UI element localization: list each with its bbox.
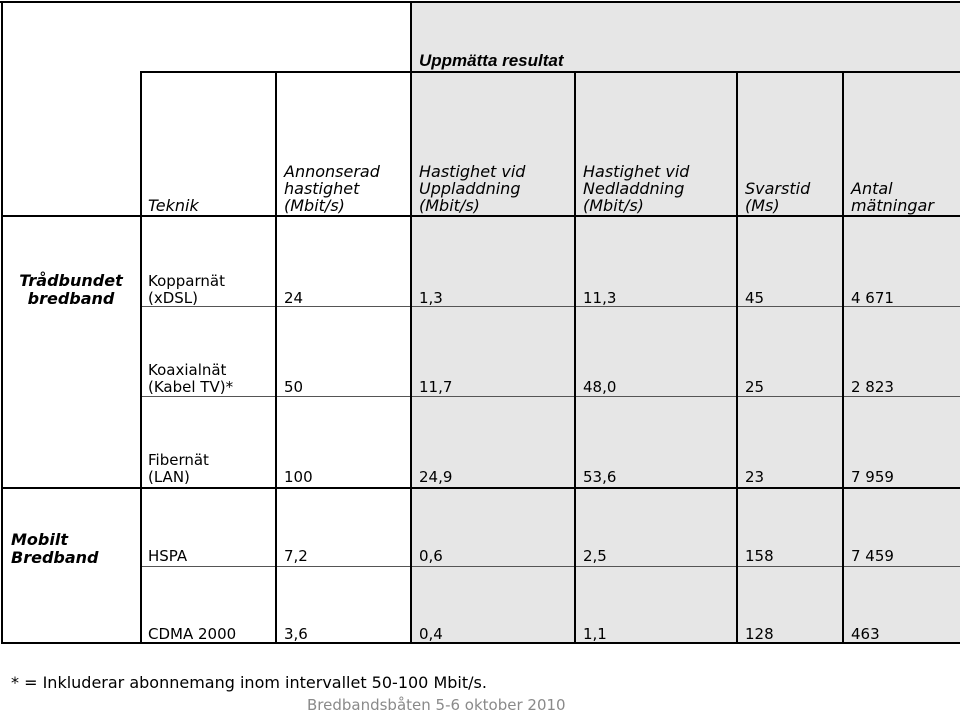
header-svarstid: Svarstid (Ms) xyxy=(745,179,811,215)
row-2-antal: 2 823 xyxy=(851,378,894,396)
row-5-annonserad: 3,6 xyxy=(284,625,308,643)
footnote: * = Inkluderar abonnemang inom intervallet 50-100 Mbit/s. xyxy=(11,673,487,692)
row-3-teknik: Fibernät (LAN) xyxy=(148,451,209,486)
col-line-4 xyxy=(574,71,576,643)
row-3-annonserad: 100 xyxy=(284,468,313,486)
group-divider xyxy=(1,487,960,489)
table-border-left xyxy=(1,1,3,644)
row-3-ned: 53,6 xyxy=(583,468,617,486)
row-5-svarstid: 128 xyxy=(745,625,774,643)
row-5-ned: 1,1 xyxy=(583,625,607,643)
row-5-upp: 0,4 xyxy=(419,625,443,643)
row-4-annonserad: 7,2 xyxy=(284,547,308,565)
row-2-annonserad: 50 xyxy=(284,378,304,396)
row-4-antal: 7 459 xyxy=(851,547,894,565)
col-line-3 xyxy=(410,71,412,643)
row-1-annonserad: 24 xyxy=(284,289,304,307)
header-annonserad: Annonserad hastighet (Mbit/s) xyxy=(284,162,380,215)
row-line-2 xyxy=(140,396,960,397)
row-1-teknik: Kopparnät (xDSL) xyxy=(148,272,225,307)
row-1-antal: 4 671 xyxy=(851,289,894,307)
row-1-ned: 11,3 xyxy=(583,289,617,307)
row-4-ned: 2,5 xyxy=(583,547,607,565)
source-caption: Bredbandsbåten 5-6 oktober 2010 xyxy=(307,696,566,714)
col-line-2 xyxy=(275,71,277,643)
row-2-svarstid: 25 xyxy=(745,378,765,396)
col-line-5 xyxy=(736,71,738,643)
col-line-6 xyxy=(842,71,844,643)
body-shaded-cells xyxy=(410,216,960,643)
row-5-teknik: CDMA 2000 xyxy=(148,625,237,643)
row-1-upp: 1,3 xyxy=(419,289,443,307)
row-1-svarstid: 45 xyxy=(745,289,765,307)
header-download: Hastighet vid Nedladdning (Mbit/s) xyxy=(583,162,690,215)
header-antal: Antal mätningar xyxy=(851,179,934,215)
table-title: Uppmätta resultat xyxy=(419,51,564,70)
row-3-svarstid: 23 xyxy=(745,468,765,486)
header-bottom-line xyxy=(1,215,960,217)
group-mobile: Mobilt Bredband xyxy=(11,530,99,567)
title-divider xyxy=(410,1,412,72)
table-border-bottom xyxy=(1,642,960,644)
row-line-4 xyxy=(140,566,960,567)
row-4-teknik: HSPA xyxy=(148,547,188,565)
row-2-ned: 48,0 xyxy=(583,378,617,396)
row-line-1 xyxy=(140,306,960,307)
row-2-teknik: Koaxialnät (Kabel TV)* xyxy=(148,361,234,396)
row-3-upp: 24,9 xyxy=(419,468,453,486)
table-border-top xyxy=(0,1,960,3)
row-5-antal: 463 xyxy=(851,625,880,643)
row-4-svarstid: 158 xyxy=(745,547,774,565)
row-3-antal: 7 959 xyxy=(851,468,894,486)
col-line-1 xyxy=(140,71,142,643)
title-bottom-line xyxy=(140,71,960,73)
header-upload: Hastighet vid Uppladdning (Mbit/s) xyxy=(419,162,526,215)
row-4-upp: 0,6 xyxy=(419,547,443,565)
group-wired: Trådbundet bredband xyxy=(19,271,123,308)
header-teknik: Teknik xyxy=(148,196,199,215)
row-2-upp: 11,7 xyxy=(419,378,453,396)
